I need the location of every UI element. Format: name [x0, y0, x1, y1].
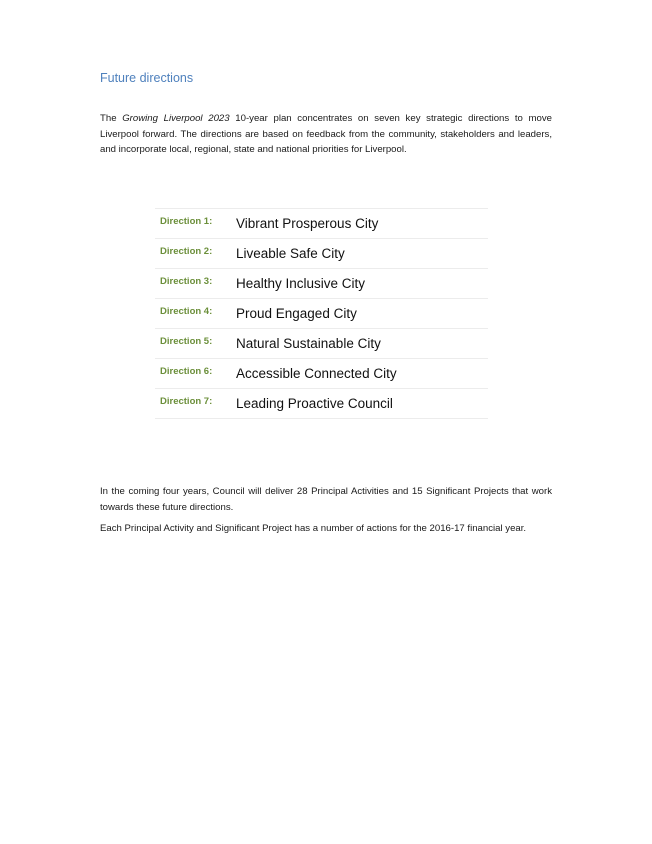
direction-name: Proud Engaged City	[236, 306, 357, 321]
direction-label: Direction 7:	[160, 396, 213, 407]
actions-paragraph: Each Principal Activity and Significant Project has a number of actions for the 2016-17 financial year.	[100, 523, 527, 534]
intro-prefix: The	[100, 113, 123, 124]
direction-name: Accessible Connected City	[236, 366, 397, 381]
direction-name: Liveable Safe City	[236, 246, 345, 261]
direction-row	[155, 239, 488, 269]
direction-row	[155, 299, 488, 329]
direction-row	[155, 329, 488, 359]
direction-label: Direction 5:	[160, 336, 213, 347]
direction-label: Direction 2:	[160, 246, 213, 257]
direction-name: Healthy Inclusive City	[236, 276, 366, 291]
direction-label: Direction 4:	[160, 306, 213, 317]
direction-label: Direction 1:	[160, 216, 213, 227]
direction-row	[155, 389, 488, 419]
section-heading: Future directions	[100, 71, 194, 85]
plan-name: Growing Liverpool 2023	[122, 113, 230, 124]
direction-name: Leading Proactive Council	[236, 396, 393, 411]
direction-name: Natural Sustainable City	[236, 336, 381, 351]
deliverables-paragraph: In the coming four years, Council will deliver 28 Principal Activities and 15 Significant Projects that work towards these future directions.	[100, 486, 552, 513]
intro-paragraph	[100, 111, 552, 158]
direction-row	[155, 359, 488, 389]
directions-list	[155, 208, 488, 419]
direction-row	[155, 269, 488, 299]
direction-name: Vibrant Prosperous City	[236, 216, 379, 231]
direction-label: Direction 6:	[160, 366, 213, 377]
direction-row	[155, 209, 488, 239]
intro-suffix: 10-year plan concentrates on seven key strategic directions to move Liverpool forward. The directions are based on feedback from the community, stakeholders and leaders, and incorporate local, regional, state and national priorities for Liverpool.	[100, 113, 552, 155]
direction-label: Direction 3:	[160, 276, 213, 287]
